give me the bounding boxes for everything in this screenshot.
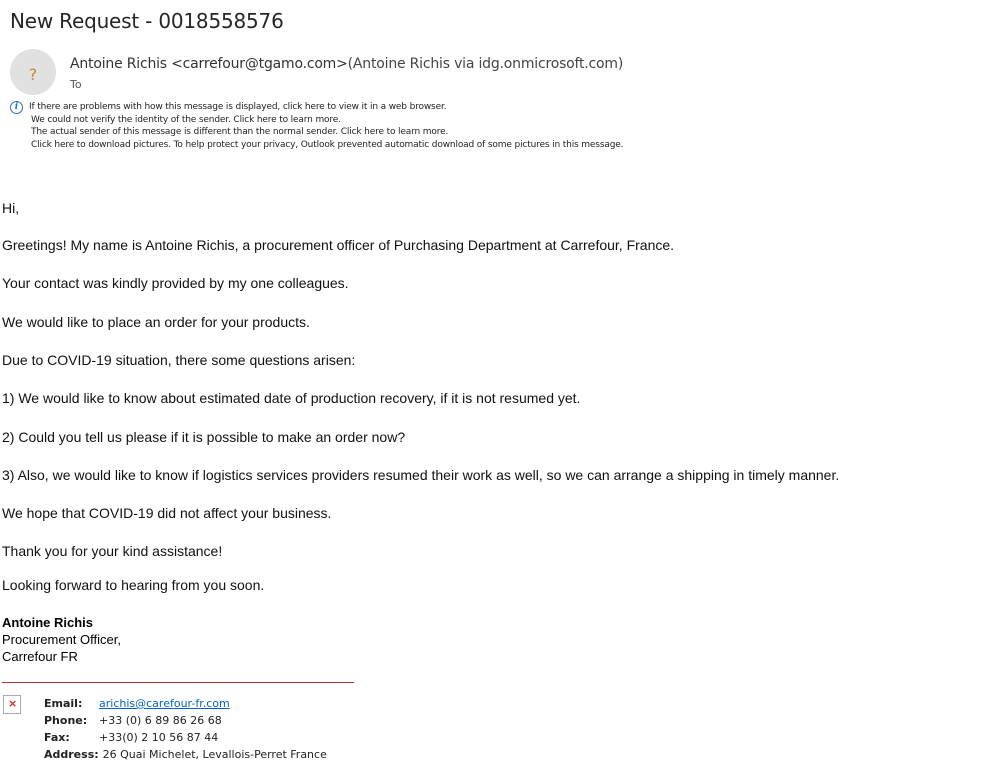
signature-divider bbox=[2, 682, 354, 683]
infobar-line-pictures[interactable]: Click here to download pictures. To help protect your privacy, Outlook prevented automatic download of some pictures in this message. bbox=[31, 139, 624, 150]
body-paragraph: 2) Could you tell us please if it is possible to make an order now? bbox=[2, 429, 406, 445]
contact-phone-row bbox=[44, 712, 327, 729]
fax-label: Fax: bbox=[44, 731, 70, 744]
contact-address-row bbox=[44, 746, 327, 763]
email-label: Email: bbox=[44, 697, 83, 710]
infobar-line-verify[interactable]: We could not verify the identity of the sender. Click here to learn more. bbox=[31, 114, 341, 125]
body-paragraph: We would like to place an order for your products. bbox=[2, 314, 310, 330]
contact-email-row bbox=[44, 695, 327, 712]
body-paragraph: 3) Also, we would like to know if logistics services providers resumed their work as well, so we can arrange a shipping in timely manner. bbox=[2, 467, 840, 483]
sender-avatar[interactable] bbox=[10, 49, 56, 95]
contact-block bbox=[44, 695, 327, 763]
sender-name-email[interactable]: Antoine Richis <carrefour@tgamo.com> bbox=[70, 56, 348, 72]
body-paragraph: Thank you for your kind assistance! bbox=[2, 543, 223, 559]
info-icon: i bbox=[10, 101, 23, 114]
address-label: Address: bbox=[44, 748, 99, 761]
signature-name: Antoine Richis bbox=[2, 615, 94, 630]
body-paragraph: 1) We would like to know about estimated date of production recovery, if it is not resumed yet. bbox=[2, 390, 581, 406]
infobar[interactable] bbox=[31, 101, 623, 151]
contact-fax-row bbox=[44, 729, 327, 746]
fax-value: +33(0) 2 10 56 87 44 bbox=[99, 731, 219, 744]
avatar-glyph: ? bbox=[28, 64, 38, 84]
signature-company: Carrefour FR bbox=[2, 649, 78, 664]
body-paragraph: Your contact was kindly provided by my one colleagues. bbox=[2, 275, 349, 291]
body-paragraph: Looking forward to hearing from you soon. bbox=[2, 577, 265, 593]
message-subject: New Request - 0018558576 bbox=[10, 9, 284, 33]
phone-label: Phone: bbox=[44, 714, 88, 727]
body-paragraph: We hope that COVID-19 did not affect your business. bbox=[2, 505, 332, 521]
to-label: To bbox=[70, 78, 82, 91]
infobar-line-sender[interactable]: The actual sender of this message is different than the normal sender. Click here to learn more. bbox=[31, 127, 449, 137]
infobar-line-browser[interactable]: If there are problems with how this message is displayed, click here to view it in a web browser. bbox=[29, 102, 447, 112]
body-paragraph: Hi, bbox=[2, 200, 20, 216]
body-paragraph: Greetings! My name is Antoine Richis, a procurement officer of Purchasing Department at Carrefour, France. bbox=[2, 237, 675, 253]
body-paragraph: Due to COVID-19 situation, there some questions arisen: bbox=[2, 352, 356, 368]
address-value: 26 Quai Michelet, Levallois-Perret France bbox=[102, 748, 327, 761]
signature-title: Procurement Officer, bbox=[2, 632, 121, 647]
sender-line[interactable] bbox=[70, 56, 623, 72]
phone-value: +33 (0) 6 89 86 26 68 bbox=[99, 714, 222, 727]
email-link[interactable]: arichis@carefour-fr.com bbox=[99, 697, 230, 710]
broken-image-icon[interactable]: × bbox=[3, 695, 21, 714]
sender-via: (Antoine Richis via idg.onmicrosoft.com) bbox=[347, 56, 624, 72]
